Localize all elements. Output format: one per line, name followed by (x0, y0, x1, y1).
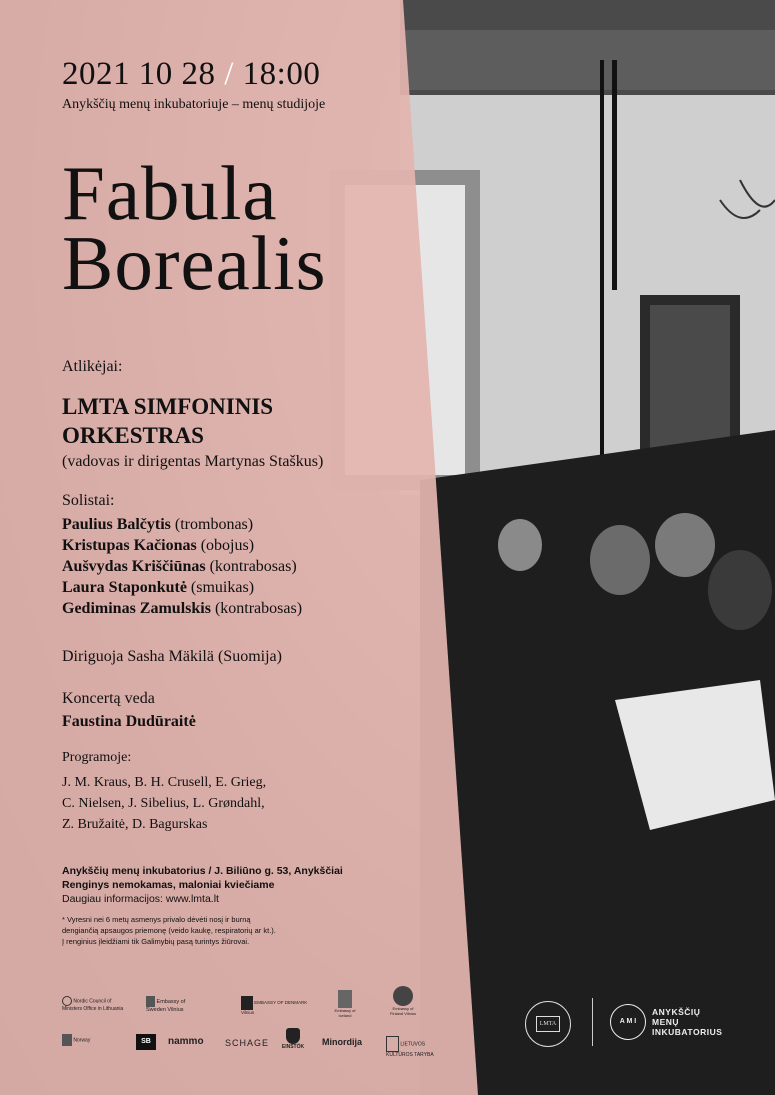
event-time: 18:00 (242, 56, 321, 92)
date-separator: / (224, 56, 234, 92)
nammo-logo: nammo (168, 1036, 204, 1047)
crest-icon (338, 990, 352, 1008)
k-mark-icon (386, 1036, 399, 1052)
performers-label: Atlikėjai: (62, 358, 123, 375)
norway-logo: Norway (62, 1034, 90, 1046)
sb-logo: SB (136, 1034, 156, 1050)
crest-icon (146, 996, 155, 1007)
orchestra-name (62, 392, 273, 450)
orchestra-line-1: LMTA SIMFONINIS (62, 394, 274, 419)
covid-notice: * Vyresni nei 6 metų asmenys privalo dėvėti nosį ir burną dengiančią apsaugos priemonę (veido kaukę, respiratorių ar kt.). Į renginius įleidžiami tik Galimybių pasą turintys žiūrovai. (62, 915, 276, 946)
lkt-logo: LIETUVOS KULTŪROS TARYBA (386, 1036, 436, 1058)
list-item: Laura Staponkutė (smuikas) (62, 579, 255, 596)
host-name: Faustina Dudūraitė (62, 713, 196, 730)
ami-wordmark: ANYKŠČIŲ MENŲ INKUBATORIUS (652, 1007, 723, 1037)
conductor: Diriguoja Sasha Mäkilä (Suomija) (62, 648, 282, 665)
event-venue: Anykščių menų inkubatoriuje – menų studijoje (62, 97, 326, 112)
emblem-icon (393, 986, 413, 1006)
embassy-denmark-logo: EMBASSY OF DENMARK Vilnius (241, 996, 311, 1016)
einstok-logo: EINSTÖK (276, 1028, 310, 1050)
lmta-badge (525, 1001, 571, 1047)
soloists-list (62, 514, 302, 619)
embassy-sweden-logo: Embassy of Sweden Vilnius (146, 996, 206, 1014)
embassy-finland-logo: Embassy of Finland Vilnius (388, 986, 418, 1016)
crest-icon (62, 1034, 72, 1046)
host-label: Koncertą veda (62, 690, 155, 707)
program-label: Programoje: (62, 750, 132, 765)
program-line: J. M. Kraus, B. H. Crusell, E. Grieg, (62, 775, 267, 790)
crest-icon (241, 996, 253, 1010)
minordija-logo: Minordija (322, 1037, 362, 1047)
program-line: C. Nielsen, J. Sibelius, L. Grøndahl, (62, 796, 265, 811)
event-title (62, 150, 327, 306)
event-date: 2021 10 28 (62, 56, 216, 92)
soloists-label: Solistai: (62, 492, 115, 509)
list-item: Paulius Balčytis (trombonas) (62, 516, 254, 533)
divider (592, 998, 593, 1046)
list-item: Aušvydas Kriščiūnas (kontrabosas) (62, 558, 297, 575)
embassy-iceland-logo: Embassy of Iceland (330, 990, 360, 1018)
ami-badge: A M I (610, 1004, 646, 1040)
list-item: Gediminas Zamulskis (kontrabosas) (62, 600, 303, 617)
info-block (62, 864, 343, 906)
program-list (62, 772, 266, 835)
nordic-swan-icon (62, 996, 72, 1006)
list-item: Kristupas Kačionas (obojus) (62, 537, 255, 554)
nordic-council-logo: Nordic Council of Ministers Office in Lithuania (62, 996, 132, 1012)
event-datetime (62, 56, 320, 93)
title-line-2: Borealis (62, 220, 327, 306)
beer-icon (286, 1028, 300, 1044)
schage-logo: SCHAGE (225, 1038, 270, 1048)
orchestra-line-2: ORKESTRAS (62, 423, 204, 448)
info-free: Renginys nemokamas, maloniai kviečiame (62, 879, 275, 891)
orchestra-leader: (vadovas ir dirigentas Martynas Staškus) (62, 453, 324, 470)
info-more: Daugiau informacijos: www.lmta.lt (62, 893, 219, 905)
title-line-1: Fabula (62, 150, 278, 236)
info-address: Anykščių menų inkubatorius / J. Biliūno g. 53, Anykščiai (62, 865, 343, 877)
lmta-badge-text: LMTA (536, 1016, 560, 1032)
program-line: Z. Bružaitė, D. Bagurskas (62, 817, 208, 832)
